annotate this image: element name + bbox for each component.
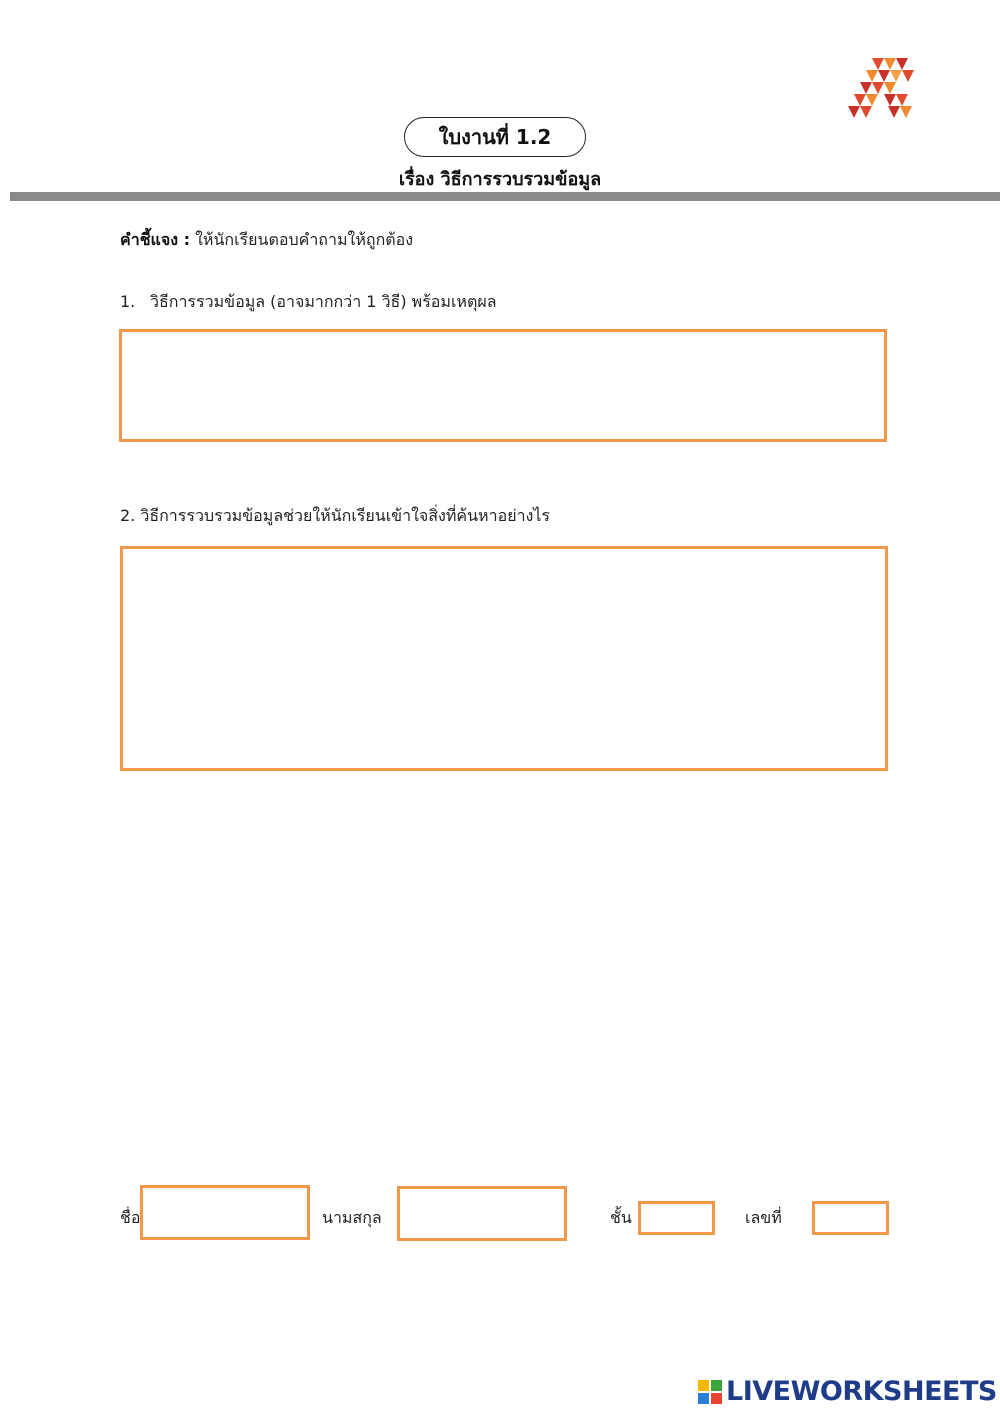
liveworksheets-logo-icon xyxy=(698,1380,722,1404)
surname-input[interactable] xyxy=(397,1186,567,1241)
question-2 xyxy=(120,504,550,529)
student-number-input[interactable] xyxy=(812,1201,889,1235)
question-1-text: วิธีการรวมข้อมูล (อาจมากกว่า 1 วิธี) พร้อมเหตุผล xyxy=(150,292,497,311)
question-1 xyxy=(120,290,497,315)
answer-2-input[interactable] xyxy=(120,546,888,771)
liveworksheets-brand xyxy=(698,1376,997,1407)
worksheet-title: ใบงานที่ 1.2 xyxy=(404,117,586,157)
class-input[interactable] xyxy=(638,1201,715,1235)
name-label: ชื่อ xyxy=(120,1208,141,1227)
student-number-label: เลขที่ xyxy=(745,1208,782,1227)
worksheet-subtitle: เรื่อง วิธีการรวบรวมข้อมูล xyxy=(398,169,602,190)
answer-1-input[interactable] xyxy=(119,329,887,442)
instructions-text: ให้นักเรียนตอบคำถามให้ถูกต้อง xyxy=(190,230,414,249)
instructions-label: คำชี้แจง : xyxy=(120,230,191,249)
question-2-text: วิธีการรวบรวมข้อมูลช่วยให้นักเรียนเข้าใจสิ่งที่ค้นหาอย่างไร xyxy=(135,506,550,525)
class-label: ชั้น xyxy=(610,1208,632,1227)
question-2-number: 2. xyxy=(120,506,136,525)
header-divider xyxy=(10,192,1000,201)
school-logo-icon xyxy=(840,48,920,128)
instructions xyxy=(120,228,413,253)
question-1-number: 1. xyxy=(120,292,136,311)
surname-label: นามสกุล xyxy=(322,1208,382,1227)
liveworksheets-wordmark: LIVEWORKSHEETS xyxy=(726,1376,997,1407)
name-input[interactable] xyxy=(140,1185,310,1240)
